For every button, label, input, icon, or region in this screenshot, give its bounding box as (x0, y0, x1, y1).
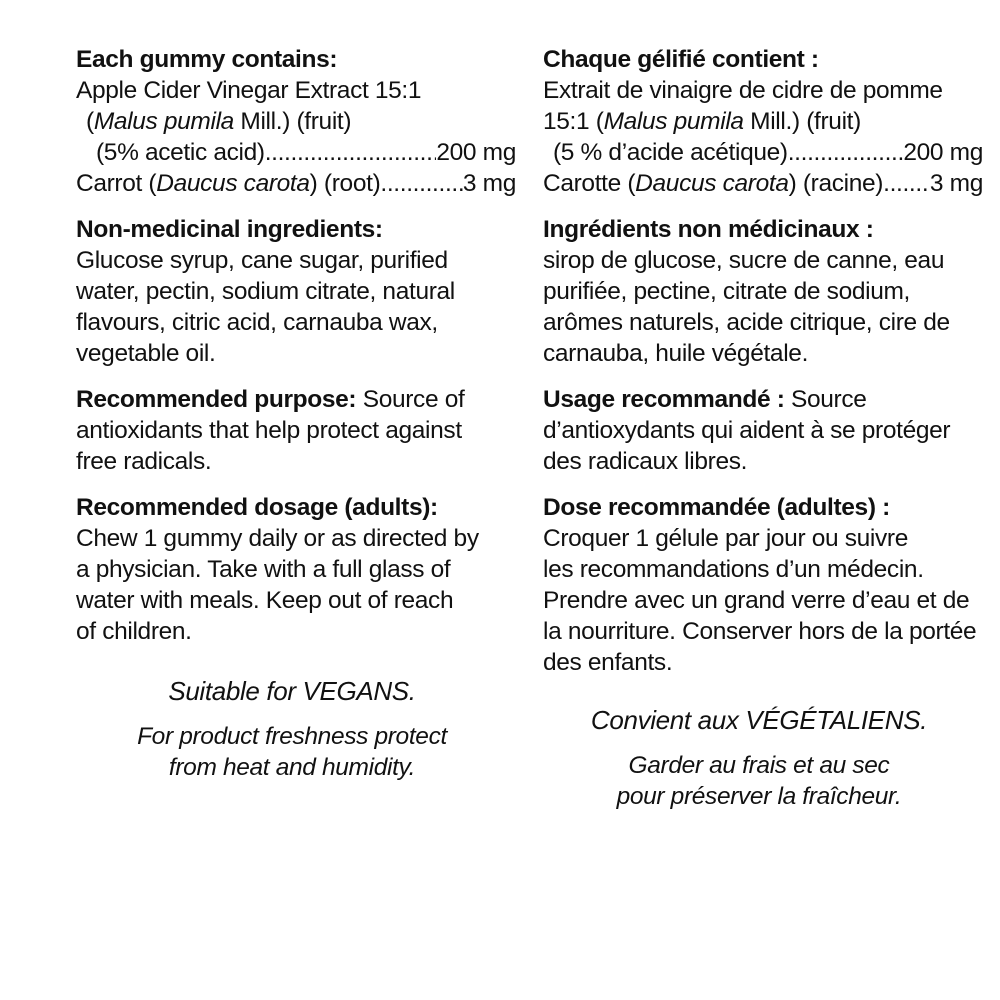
body-line: water with meals. Keep out of reach (76, 587, 454, 614)
body-line: Chew 1 gummy daily or as directed by (76, 525, 479, 552)
latin-name: Daucus carota (635, 170, 789, 197)
dot-leader (380, 168, 463, 199)
ingredient-amount: 3 mg (929, 170, 983, 197)
english-column (76, 44, 516, 783)
purpose-section (76, 384, 516, 477)
body-line: a physician. Take with a full glass of (76, 556, 451, 583)
body-line: flavours, citric acid, carnauba wax, (76, 309, 438, 336)
body-line: of children. (76, 618, 192, 645)
body-line: purifiée, pectine, citrate de sodium, (543, 278, 911, 305)
ingredient-name (76, 168, 380, 199)
ingredient-amount-row (543, 168, 983, 199)
body-line: arômes naturels, acide citrique, cire de (543, 309, 950, 336)
body-line: water, pectin, sodium citrate, natural (76, 278, 455, 305)
ingredient-detail: (5 % d’acide acétique) (553, 139, 788, 166)
vegan-note: Suitable for VEGANS. (168, 676, 416, 706)
ingredient-amount: 3 mg (462, 170, 516, 197)
section-heading: Chaque gélifié contient : (543, 46, 819, 73)
section-heading: Each gummy contains: (76, 46, 338, 73)
text-fragment: Carrot ( (76, 170, 157, 197)
body-line: vegetable oil. (76, 340, 216, 367)
section-heading: Recommended dosage (adults): (76, 494, 438, 521)
body-line: Croquer 1 gélule par jour ou suivre (543, 525, 908, 552)
purpose-section (543, 384, 983, 477)
body-line (76, 384, 516, 415)
section-heading: Non-medicinal ingredients: (76, 216, 383, 243)
ingredient-detail: (5% acetic acid) (96, 139, 265, 166)
body-line: carnauba, huile végétale. (543, 340, 809, 367)
ingredient-amount: 200 mg (903, 139, 983, 166)
ingredient-name: Extrait de vinaigre de cidre de pomme (543, 77, 943, 104)
dot-leader (788, 137, 904, 168)
latin-name: Daucus carota (156, 170, 310, 197)
body-line: des enfants. (543, 649, 673, 676)
body-line: For product freshness protect (137, 723, 447, 750)
medicinal-ingredients-section (76, 44, 516, 199)
body-line: free radicals. (76, 448, 212, 475)
body-line: Garder au frais et au sec (628, 752, 890, 779)
medicinal-ingredients-section (543, 44, 983, 199)
text-fragment: Mill.) (fruit) (233, 108, 352, 135)
text-fragment: ) (root) (309, 170, 381, 197)
ingredient-amount-row (76, 168, 516, 199)
dot-leader (883, 168, 930, 199)
body-line: from heat and humidity. (168, 754, 416, 781)
latin-name: Malus pumila (603, 108, 744, 135)
french-column (543, 44, 983, 812)
ingredient-latin-line (76, 106, 516, 137)
body-line: des radicaux libres. (543, 448, 748, 475)
body-line: sirop de glucose, sucre de canne, eau (543, 247, 945, 274)
body-line: Prendre avec un grand verre d’eau et de (543, 587, 970, 614)
text-fragment: Carotte ( (543, 170, 636, 197)
ingredient-name: Apple Cider Vinegar Extract 15:1 (76, 77, 422, 104)
dot-leader (265, 137, 437, 168)
body-line: pour préserver la fraîcheur. (616, 783, 902, 810)
ingredient-amount-row (76, 137, 516, 168)
body-line: Glucose syrup, cane sugar, purified (76, 247, 448, 274)
section-heading: Recommended purpose: (76, 386, 357, 413)
dosage-section (76, 492, 516, 647)
body-line: la nourriture. Conserver hors de la portée (543, 618, 977, 645)
section-heading: Usage recommandé : (543, 386, 785, 413)
freshness-note (76, 721, 508, 783)
vegan-note: Convient aux VÉGÉTALIENS. (590, 705, 928, 735)
text-fragment: ( (86, 108, 94, 135)
body-line: d’antioxydants qui aident à se protéger (543, 417, 951, 444)
section-heading: Ingrédients non médicinaux : (543, 216, 874, 243)
non-medicinal-section (543, 214, 983, 369)
ingredient-name (543, 168, 883, 199)
text-fragment: Source (784, 386, 867, 413)
text-fragment: ) (racine) (788, 170, 884, 197)
ingredient-latin-line (543, 106, 983, 137)
ingredient-amount: 200 mg (436, 139, 516, 166)
non-medicinal-section (76, 214, 516, 369)
latin-name: Malus pumila (93, 108, 234, 135)
text-fragment: Source of (356, 386, 465, 413)
section-heading: Dose recommandée (adultes) : (543, 494, 890, 521)
dosage-section (543, 492, 983, 678)
body-line: les recommandations d’un médecin. (543, 556, 924, 583)
text-fragment: Mill.) (fruit) (743, 108, 861, 135)
ingredient-amount-row (543, 137, 983, 168)
freshness-note (543, 750, 975, 812)
body-line (543, 384, 983, 415)
body-line: antioxidants that help protect against (76, 417, 462, 444)
text-fragment: 15:1 ( (543, 108, 604, 135)
